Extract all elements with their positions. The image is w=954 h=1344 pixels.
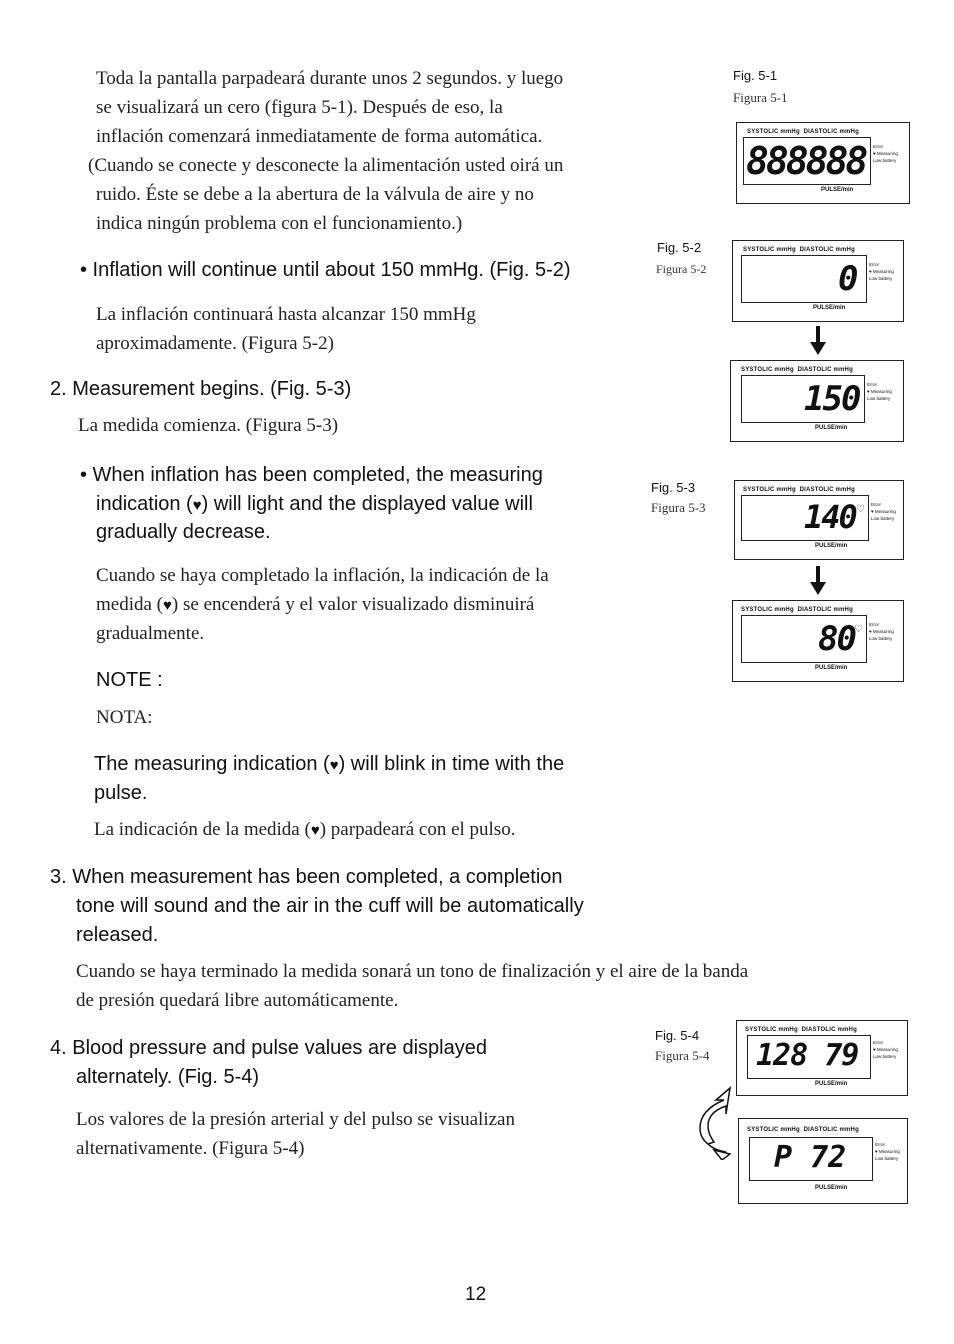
step3-en-2: tone will sound and the air in the cuff will be automatically	[76, 895, 584, 917]
lcd-footer: PULSE/min	[815, 1081, 848, 1087]
lcd-header: SYSTOLIC mmHg DIASTOLIC mmHg	[741, 367, 853, 373]
note-text-en-2: pulse.	[94, 782, 148, 804]
step2-bullet-es-2: medida (♥) se encenderá y el valor visualizado disminuirá	[96, 594, 535, 615]
note-text-es: La indicación de la medida (♥) parpadeará con el pulso.	[94, 819, 516, 840]
lcd-header: SYSTOLIC mmHg DIASTOLIC mmHg	[743, 247, 855, 253]
lcd-header: SYSTOLIC mmHg DIASTOLIC mmHg	[741, 607, 853, 613]
lcd-display-fig53b	[732, 600, 904, 682]
step3-es-1: Cuando se haya terminado la medida sonará un tono de finalización y el aire de la banda	[76, 961, 749, 982]
step3-en-1: 3. When measurement has been completed, a completion	[50, 866, 563, 888]
heart-icon: ♥	[310, 823, 320, 839]
lcd-status-labels: Error ♥ Measuring Low battery	[869, 262, 894, 281]
intro-line-5: ruido. Éste se debe a la abertura de la válvula de aire y no	[96, 184, 534, 205]
lcd-status-labels: Error ♥ Measuring Low battery	[867, 382, 892, 401]
lcd-display-fig52b	[730, 360, 904, 442]
lcd-screen	[749, 1137, 873, 1181]
lcd-screen	[741, 255, 867, 303]
intro-line-3: inflación comenzará inmediatamente de forma automática.	[96, 126, 543, 147]
lcd-footer: PULSE/min	[813, 305, 846, 311]
lcd-screen	[743, 137, 871, 185]
lcd-status-labels: Error ♥ Measuring Low battery	[873, 144, 898, 163]
step3-en-3: released.	[76, 924, 159, 946]
step4-en-1: 4. Blood pressure and pulse values are displayed	[50, 1037, 487, 1059]
lcd-digits: 0	[838, 259, 859, 299]
note-heading-es: NOTA:	[96, 707, 153, 728]
lcd-display-fig53a	[734, 480, 904, 560]
lcd-footer: PULSE/min	[815, 543, 848, 549]
inflation-es-1: La inflación continuará hasta alcanzar 150 mmHg	[96, 304, 476, 325]
lcd-footer: PULSE/min	[815, 425, 848, 431]
step4-es-1: Los valores de la presión arterial y del pulso se visualizan	[76, 1109, 515, 1130]
lcd-display-fig54b	[738, 1118, 908, 1204]
lcd-digits: 80	[818, 619, 855, 659]
step4-es-2: alternativamente. (Figura 5-4)	[76, 1138, 305, 1159]
lcd-display-fig54a	[736, 1020, 908, 1096]
fig52-label: Fig. 5-2	[657, 240, 702, 255]
inflation-es-2: aproximadamente. (Figura 5-2)	[96, 333, 334, 354]
fig51-label: Fig. 5-1	[733, 68, 778, 83]
fig54-label-es: Figura 5-4	[655, 1048, 710, 1063]
lcd-digits: 888888	[746, 139, 866, 183]
fig53-label-es: Figura 5-3	[651, 500, 706, 515]
fig52-label-es: Figura 5-2	[656, 262, 707, 276]
note-heading-en: NOTE :	[96, 669, 163, 691]
fig53-label: Fig. 5-3	[651, 480, 696, 495]
step2-bullet-en-3: gradually decrease.	[96, 521, 271, 543]
heart-icon: ♥	[192, 497, 202, 514]
lcd-header: SYSTOLIC mmHg DIASTOLIC mmHg	[745, 1027, 857, 1033]
step2-bullet-es-3: gradualmente.	[96, 623, 205, 644]
heart-icon: ♡	[854, 624, 863, 635]
lcd-footer: PULSE/min	[815, 1185, 848, 1191]
lcd-digits: 128 79	[756, 1038, 859, 1073]
inflation-en: • Inflation will continue until about 150 mmHg. (Fig. 5-2)	[80, 259, 571, 281]
fig51-label-es: Figura 5-1	[733, 90, 788, 105]
step2-en: 2. Measurement begins. (Fig. 5-3)	[50, 378, 352, 400]
lcd-status-labels: Error ♥ Measuring Low battery	[873, 1040, 898, 1059]
lcd-digits: 140	[804, 498, 856, 536]
lcd-digits: 150	[804, 379, 860, 419]
lcd-display-fig51	[736, 122, 910, 204]
intro-line-1: Toda la pantalla parpadeará durante unos 2 segundos. y luego	[96, 68, 564, 89]
intro-line-6: indica ningún problema con el funcionamiento.)	[96, 213, 463, 234]
step3-es-2: de presión quedará libre automáticamente.	[76, 990, 399, 1011]
step2-bullet-en-2: indication (♥) will light and the displayed value will	[96, 493, 533, 515]
lcd-screen	[741, 375, 865, 423]
lcd-screen	[741, 495, 869, 541]
step2-bullet-en-1: • When inflation has been completed, the measuring	[80, 464, 543, 486]
heart-icon: ♥	[329, 757, 339, 774]
lcd-footer: PULSE/min	[815, 665, 848, 671]
lcd-header: SYSTOLIC mmHg DIASTOLIC mmHg	[747, 1127, 859, 1133]
heart-icon: ♥	[163, 598, 172, 614]
intro-line-2: se visualizará un cero (figura 5-1). Después de eso, la	[96, 97, 503, 118]
lcd-status-labels: Error ♥ Measuring Low battery	[871, 502, 896, 521]
heart-icon: ♡	[856, 504, 865, 515]
fig54-label: Fig. 5-4	[655, 1028, 700, 1043]
step4-en-2: alternately. (Fig. 5-4)	[76, 1066, 260, 1088]
lcd-status-labels: Error ♥ Measuring Low battery	[869, 622, 894, 641]
lcd-screen	[741, 615, 867, 663]
lcd-screen	[747, 1035, 871, 1079]
lcd-footer: PULSE/min	[821, 187, 854, 193]
lcd-display-fig52a	[732, 240, 904, 322]
page-number: 12	[465, 1284, 487, 1305]
cycle-arrows-icon	[686, 1080, 736, 1160]
lcd-header: SYSTOLIC mmHg DIASTOLIC mmHg	[747, 129, 859, 135]
lcd-header: SYSTOLIC mmHg DIASTOLIC mmHg	[743, 487, 855, 493]
arrow-down-icon	[808, 326, 828, 356]
lcd-digits: P 72	[774, 1140, 847, 1175]
intro-line-4: (Cuando se conecte y desconecte la alimentación usted oirá un	[88, 155, 564, 176]
lcd-status-labels: Error ♥ Measuring Low battery	[875, 1142, 900, 1161]
step2-es: La medida comienza. (Figura 5-3)	[78, 415, 339, 436]
arrow-down-icon	[808, 566, 828, 596]
note-text-en-1: The measuring indication (♥) will blink in time with the	[94, 753, 565, 775]
step2-bullet-es-1: Cuando se haya completado la inflación, la indicación de la	[96, 565, 549, 586]
